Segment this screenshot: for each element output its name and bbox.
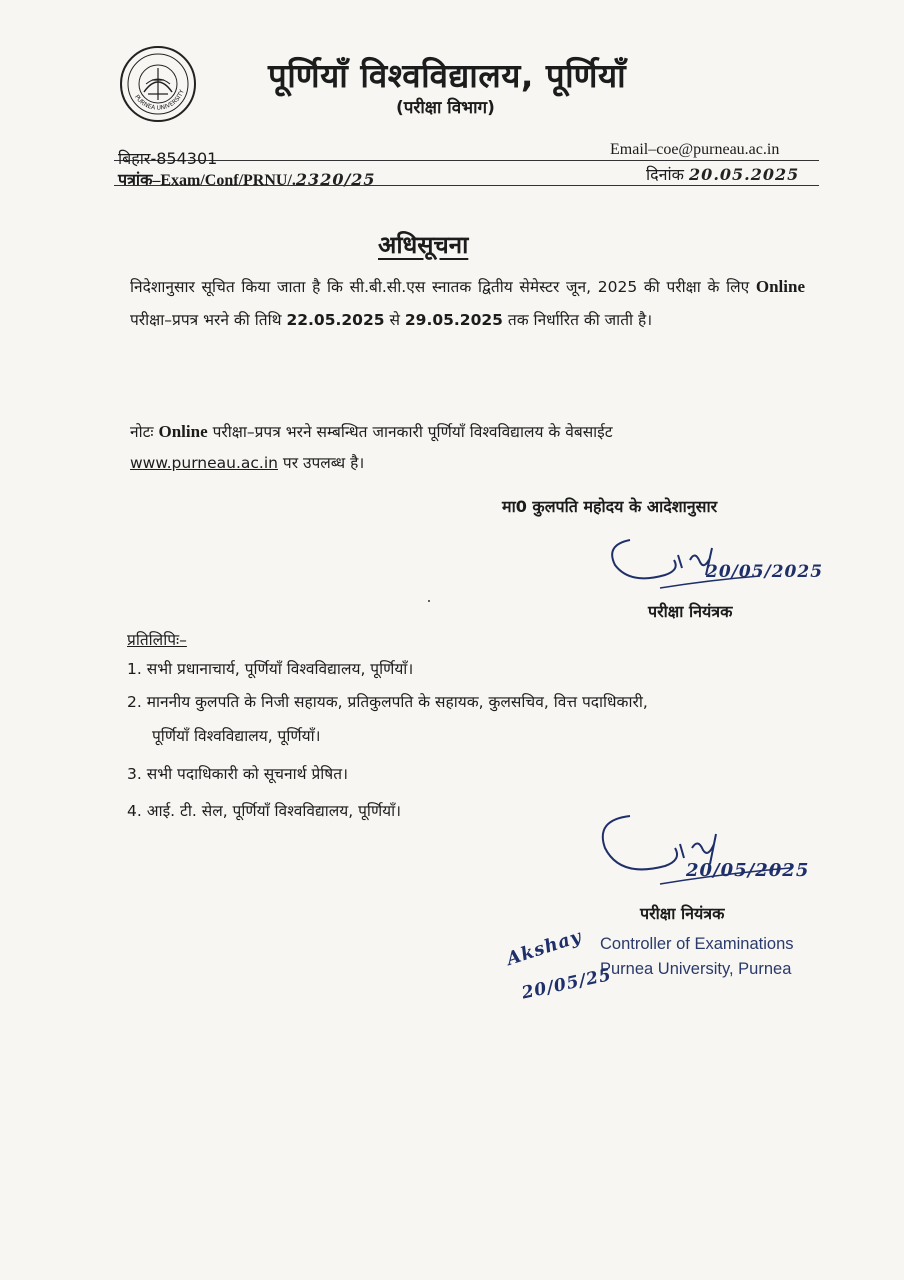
department-subtitle: (परीक्षा विभाग) bbox=[396, 98, 495, 118]
list-item-number: 1. bbox=[127, 660, 142, 678]
list-item bbox=[127, 690, 648, 712]
divider-1 bbox=[114, 160, 819, 161]
signature-1-date: 20/05/2025 bbox=[706, 562, 824, 582]
signature-2 bbox=[590, 808, 810, 898]
stamp-line-2: Purnea University, Purnea bbox=[600, 960, 792, 978]
reference-number bbox=[118, 168, 376, 190]
email: Email–coe@purneau.ac.in bbox=[610, 141, 780, 158]
divider-2 bbox=[114, 185, 819, 186]
para-text-1: निदेशानुसार सूचित किया जाता है कि सी.बी.सी.एस स्नातक द्वितीय सेमेस्टर जून, 2025 की परीक्षा के लिए bbox=[130, 278, 750, 296]
reference-handwritten: 2320/25 bbox=[295, 170, 376, 189]
date-label: दिनांक bbox=[646, 165, 684, 184]
date-handwritten: 20.05.2025 bbox=[689, 165, 800, 184]
para-se: से bbox=[389, 311, 400, 329]
date-to: 29.05.2025 bbox=[404, 311, 503, 329]
list-item-number: 3. bbox=[127, 765, 142, 783]
date-from: 22.05.2025 bbox=[286, 311, 385, 329]
initials-name: Akshay bbox=[504, 925, 585, 970]
note bbox=[130, 416, 805, 479]
para-online: Online bbox=[755, 277, 805, 296]
notice-paragraph bbox=[130, 270, 805, 337]
note-text: परीक्षा–प्रपत्र भरने सम्बन्धित जानकारी पूर्णियाँ विश्वविद्यालय के वेबसाईट bbox=[212, 423, 613, 441]
signature-1-designation: परीक्षा नियंत्रक bbox=[648, 602, 733, 621]
list-item bbox=[127, 799, 401, 821]
list-item-text: माननीय कुलपति के निजी सहायक, प्रतिकुलपति के सहायक, कुलसचिव, वित्त पदाधिकारी, bbox=[146, 693, 648, 711]
initials-date: 20/05/25 bbox=[520, 964, 614, 1004]
notice-heading: अधिसूचना bbox=[378, 231, 469, 259]
para-text-2: परीक्षा–प्रपत्र भरने की तिथि bbox=[130, 311, 282, 329]
speck bbox=[428, 600, 430, 602]
note-prefix: नोटः bbox=[130, 423, 154, 441]
para-text-3: तक निर्धारित की जाती है। bbox=[507, 311, 653, 329]
list-item-text: आई. टी. सेल, पूर्णियाँ विश्वविद्यालय, पूर्णियाँ। bbox=[146, 802, 402, 820]
list-item-text: सभी पदाधिकारी को सूचनार्थ प्रेषित। bbox=[146, 765, 348, 783]
list-item bbox=[127, 762, 348, 784]
seal-text: PURNEA UNIVERSITY bbox=[133, 88, 186, 112]
order-line: मा0 कुलपति महोदय के आदेशानुसार bbox=[502, 497, 718, 516]
list-item-continuation: पूर्णियाँ विश्वविद्यालय, पूर्णियाँ। bbox=[152, 727, 321, 745]
list-item-text: सभी प्रधानाचार्य, पूर्णियाँ विश्वविद्यालय, पूर्णियाँ। bbox=[146, 660, 414, 678]
stamp-line-1: Controller of Examinations bbox=[600, 935, 794, 953]
reference-label: पत्रांक–Exam/Conf/PRNU/. bbox=[118, 172, 296, 189]
note-online: Online bbox=[158, 422, 208, 441]
date bbox=[646, 163, 799, 185]
note-suffix: पर उपलब्ध है। bbox=[282, 454, 365, 472]
location: बिहार-854301 bbox=[118, 149, 218, 168]
university-title: पूर्णियाँ विश्वविद्यालय, पूर्णियाँ bbox=[268, 56, 627, 95]
university-seal-icon bbox=[118, 44, 198, 124]
list-item bbox=[127, 657, 413, 679]
signature-2-designation: परीक्षा नियंत्रक bbox=[640, 904, 725, 923]
list-item-number: 4. bbox=[127, 802, 142, 820]
signature-2-date: 20/05/2025 bbox=[686, 860, 810, 881]
list-item-number: 2. bbox=[127, 693, 142, 711]
copy-to-label: प्रतिलिपिः– bbox=[127, 631, 187, 649]
website-link[interactable]: www.purneau.ac.in bbox=[130, 454, 278, 472]
